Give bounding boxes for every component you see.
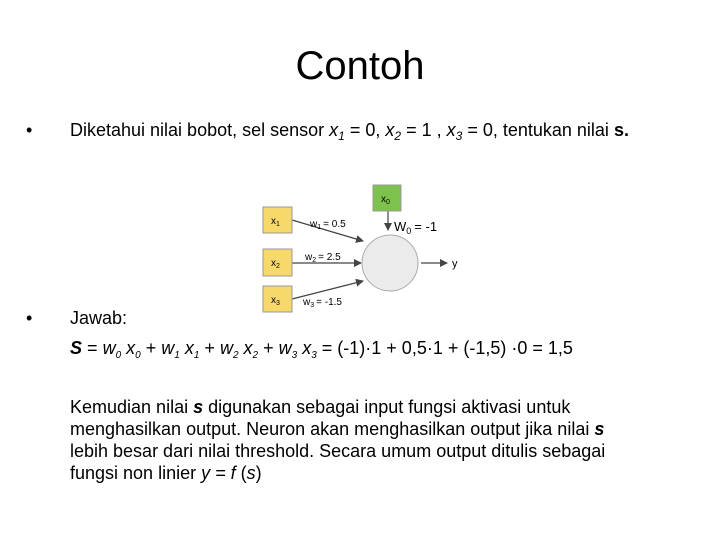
weighted-sum-formula: $S = w_0$ $x_0 + w_1$ $x_1 + w_2$ $x_2 + w_3$ $x_3 = (-1)\cdot 1 + 0,5\cdot 1 + (-1,5) \cdot 0 = 1,5$ [70,338,573,361]
paragraph-line: lebih besar dari nilai threshold. Secara umum output ditulis sebagai [70,441,606,461]
bias-weight-label: $W_0 = -1$ [394,219,438,236]
bias-input-box [373,185,401,211]
weight-label-w1: $w_1 = 0.5$ [310,219,346,231]
answer-label: Jawab: [70,308,128,328]
output-label: y [452,258,458,270]
neuron-node [362,235,418,291]
paragraph-line: menghasilkan output. Neuron akan menghasilkan output jika nilai s [70,419,605,439]
neuron-diagram [255,183,475,313]
bias-input-label: $x_0$ [381,194,390,206]
input-label-x2: $x_2$ [271,258,280,270]
bullet-marker: • [26,308,33,328]
paragraph-line: Kemudian nilai s digunakan sebagai input fungsi aktivasi untuk [70,397,571,417]
paragraph-line: fungsi non linier y = f (s) [70,463,262,483]
input-label-x3: $x_3$ [271,295,280,307]
input-box-x1 [263,207,292,233]
question-text: Diketahui nilai bobot, sel sensor $x_1 = 0$, $x_2 = 1$ , $x_3 = 0$, tentukan nilai s. [70,120,629,143]
bullet-marker: • [26,120,33,140]
weight-label-w3: $w_3 = -1.5$ [303,297,342,309]
slide-title: Contoh [295,44,425,88]
input-label-x1: $x_1$ [271,216,280,228]
weight-label-w2: $w_2 = 2.5$ [305,252,341,264]
explanation-paragraph [70,396,690,484]
input-box-x3 [263,286,292,312]
